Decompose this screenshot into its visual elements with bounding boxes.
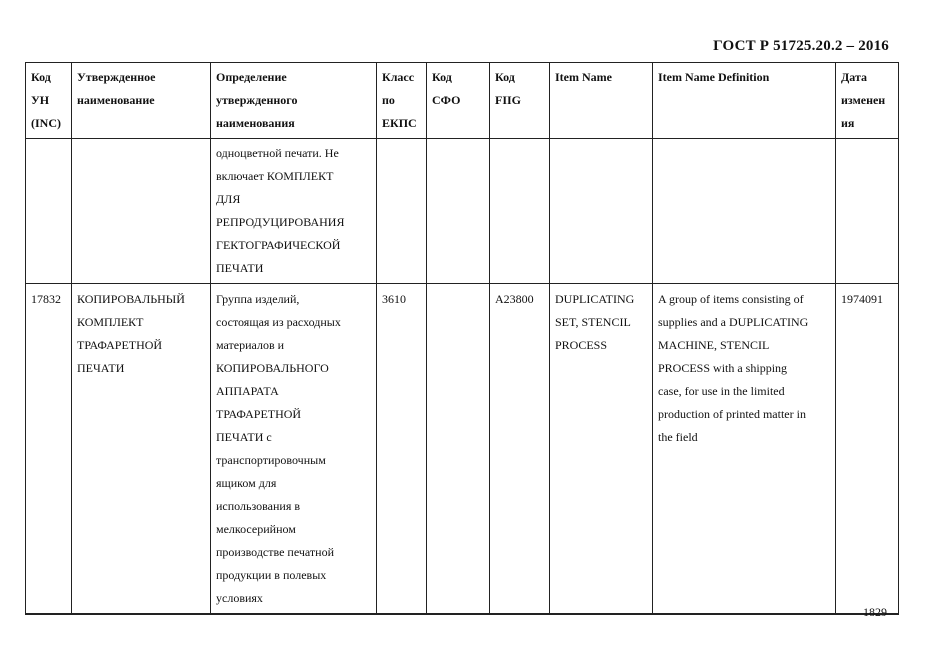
cell-approved-name: КОПИРОВАЛЬНЫЙ КОМПЛЕКТ ТРАФАРЕТНОЙ ПЕЧАТИ — [72, 284, 211, 615]
cell-inc — [26, 139, 72, 284]
cell-date: 1974091 — [836, 284, 899, 615]
cell-class: 3610 — [377, 284, 427, 615]
cell-sfo — [427, 139, 490, 284]
column-header-approved-name: Утвержденное наименование — [72, 63, 211, 139]
document-header — [713, 38, 889, 55]
classification-table — [25, 62, 899, 615]
page-number: 1829 — [863, 605, 887, 619]
column-header-class: Класс по ЕКПС — [377, 63, 427, 139]
column-header-inc: Код УН (INC) — [26, 63, 72, 139]
table-header-row — [26, 63, 899, 139]
cell-approved-name — [72, 139, 211, 284]
cell-item-definition — [653, 139, 836, 284]
cell-fiig — [490, 139, 550, 284]
cell-definition: Группа изделий, состоящая из расходных материалов и КОПИРОВАЛЬНОГО АППАРАТА ТРАФАРЕТНОЙ ПЕЧАТИ с транспортировочным ящиком для использования в мелкосерийном производстве печатной продукции в полевых условиях — [211, 284, 377, 615]
column-header-definition: Определение утвержденного наименования — [211, 63, 377, 139]
standard-title: ГОСТ Р 51725.20.2 – 2016 — [713, 38, 889, 54]
cell-sfo — [427, 284, 490, 615]
column-header-sfo: Код СФО — [427, 63, 490, 139]
cell-item-name: DUPLICATING SET, STENCIL PROCESS — [550, 284, 653, 615]
column-header-item-definition: Item Name Definition — [653, 63, 836, 139]
cell-date — [836, 139, 899, 284]
cell-class — [377, 139, 427, 284]
cell-item-name — [550, 139, 653, 284]
cell-item-definition: A group of items consisting of supplies and a DUPLICATING MACHINE, STENCIL PROCESS with a shipping case, for use in the limited production of printed matter in the field — [653, 284, 836, 615]
cell-fiig: A23800 — [490, 284, 550, 615]
table-row — [26, 139, 899, 284]
column-header-date: Дата изменен ия — [836, 63, 899, 139]
column-header-fiig: Код FIIG — [490, 63, 550, 139]
cell-definition: одноцветной печати. Не включает КОМПЛЕКТ ДЛЯ РЕПРОДУЦИРОВАНИЯ ГЕКТОГРАФИЧЕСКОЙ ПЕЧАТИ — [211, 139, 377, 284]
column-header-item-name: Item Name — [550, 63, 653, 139]
cell-inc: 17832 — [26, 284, 72, 615]
table-row — [26, 284, 899, 615]
